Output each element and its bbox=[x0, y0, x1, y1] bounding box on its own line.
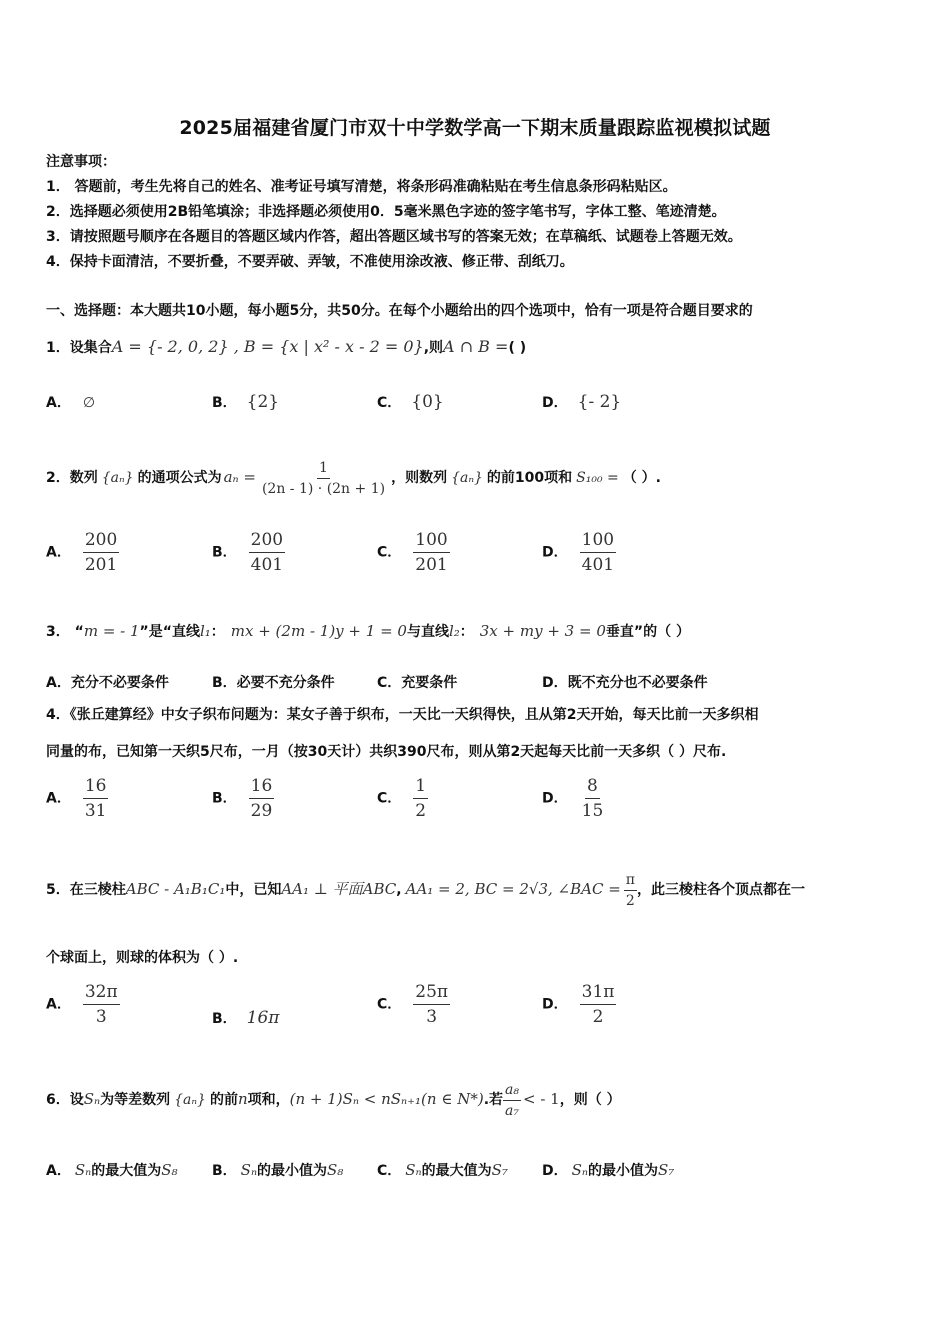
q6-option-a[interactable]: A． Sₙ的最大值为S₈ bbox=[46, 1161, 178, 1179]
q4-option-b[interactable]: B． $\frac{16}{29}$ bbox=[212, 776, 273, 821]
q1-intersection: A ∩ B = bbox=[443, 337, 509, 356]
page-title: 2025届福建省厦门市双十中学数学高一下期末质量跟踪监视模拟试题 bbox=[179, 117, 771, 139]
notice-item-3: 3．请按照题号顺序在各题目的答题区域内作答，超出答题区域书写的答案无效；在草稿纸、试题卷上答题无效。 bbox=[46, 229, 742, 245]
q2-formula: $\frac{1}{(2n - 1) \cdot (2n + 1)}$ bbox=[261, 459, 386, 497]
q5-option-b[interactable]: B． 16π bbox=[212, 1008, 280, 1028]
q5-option-c[interactable]: C． $\frac{25\pi}{3}$ bbox=[377, 982, 449, 1027]
q3-option-c[interactable]: C．充要条件 bbox=[377, 675, 458, 691]
q1-pre: 1．设集合 bbox=[46, 340, 112, 356]
q1-sets: A = {- 2, 0, 2} , B = {x | x² - x - 2 = 0} bbox=[111, 337, 424, 356]
q4-option-d[interactable]: D． $\frac{8}{15}$ bbox=[542, 776, 604, 821]
question-2: 2．数列 {aₙ} 的通项公式为 aₙ = $\frac{1}{(2n - 1) \cdot (2n + 1)}$ ，则数列 {aₙ} 的前100项和 S₁₀₀ = （ ）. bbox=[46, 459, 661, 497]
notice-item-1: 1． 答题前，考生先将自己的姓名、准考证号填写清楚，将条形码准确粘贴在考生信息条形码粘贴区。 bbox=[46, 179, 677, 195]
question-1 bbox=[46, 338, 526, 357]
q3-option-d[interactable]: D．既不充分也不必要条件 bbox=[542, 675, 708, 691]
q6-sn: Sₙ bbox=[83, 1090, 101, 1108]
q6-inequality: (n + 1)Sₙ < nSₙ₊₁(n ∈ N*) bbox=[289, 1090, 484, 1108]
question-4-line-2: 同量的布，已知第一天织5尺布，一月（按30天计）共织390尺布，则从第2天起每天比前一天多织（ ）尺布. bbox=[46, 744, 727, 760]
q6-rhs: < - 1 bbox=[522, 1090, 560, 1108]
q3-condition: m = - 1 bbox=[83, 622, 140, 640]
empty-set: ∅ bbox=[82, 395, 96, 411]
q6-option-d[interactable]: D． Sₙ的最小值为S₇ bbox=[542, 1161, 675, 1179]
q4-option-c[interactable]: C． $\frac{1}{2}$ bbox=[377, 776, 427, 821]
q2-s100: S₁₀₀ = bbox=[576, 470, 619, 486]
question-5-line-2: 个球面上，则球的体积为（ ）. bbox=[46, 950, 239, 966]
q1-mid: ,则 bbox=[423, 340, 444, 356]
q3-eq1: mx + (2m - 1)y + 1 = 0 bbox=[230, 622, 407, 640]
q1-post: ( ) bbox=[508, 340, 527, 356]
q5-perpendicular: AA₁ ⊥ 平面ABC bbox=[281, 880, 397, 898]
q6-ratio: $\frac{\text{a₈}}{\text{a₇}}$ bbox=[505, 1081, 519, 1119]
q1-option-b[interactable]: B． {2} bbox=[212, 392, 280, 412]
q2-option-b[interactable]: B． $\frac{200}{401}$ bbox=[212, 530, 284, 575]
question-3: 3． “m = - 1”是“直线l₁： mx + (2m - 1)y + 1 = 0与直线l₂： 3x + my + 3 = 0垂直”的（ ） bbox=[46, 622, 690, 640]
q1-option-a[interactable]: A． ∅ bbox=[46, 395, 96, 411]
q4-option-a[interactable]: A． $\frac{16}{31}$ bbox=[46, 776, 107, 821]
q3-option-a[interactable]: A．充分不必要条件 bbox=[46, 675, 169, 691]
q1-option-c[interactable]: C． {0} bbox=[377, 392, 444, 412]
question-5: 5．在三棱柱ABC - A₁B₁C₁中，已知AA₁ ⊥ 平面ABC, AA₁ = 2, BC = 2√3, ∠BAC = $\frac{\pi}{2}$ ，此三棱柱各个顶点都在一 bbox=[46, 871, 805, 909]
notice-item-4: 4．保持卡面清洁，不要折叠，不要弄破、弄皱，不准使用涂改液、修正带、刮纸刀。 bbox=[46, 254, 574, 270]
q2-seq-2: {aₙ} bbox=[451, 470, 483, 486]
q5-conditions: AA₁ = 2, BC = 2√3, ∠BAC = bbox=[405, 880, 621, 898]
q1-option-d[interactable]: D． {- 2} bbox=[542, 392, 622, 412]
q5-angle: $\frac{\pi}{2}$ bbox=[625, 871, 635, 909]
q5-option-a[interactable]: A． $\frac{32\pi}{3}$ bbox=[46, 982, 118, 1027]
q3-eq2: 3x + my + 3 = 0 bbox=[479, 622, 606, 640]
question-6: 6．设Sₙ为等差数列 {aₙ} 的前n项和，(n + 1)Sₙ < nSₙ₊₁(n ∈ N*).若 $\frac{\text{a₈}}{\text{a₇}}$ < - 1，则（ ） bbox=[46, 1081, 621, 1119]
q6-n: n bbox=[237, 1090, 248, 1108]
q6-option-c[interactable]: C． Sₙ的最大值为S₇ bbox=[377, 1161, 508, 1179]
q6-seq: {aₙ} bbox=[174, 1092, 206, 1108]
q2-option-a[interactable]: A． $\frac{200}{201}$ bbox=[46, 530, 118, 575]
question-4-line-1: 4．《张丘建算经》中女子织布问题为：某女子善于织布，一天比一天织得快，且从第2天开始，每天比前一天多织相 bbox=[46, 707, 759, 723]
q3-l2: l₂ bbox=[448, 622, 460, 640]
q3-l1: l₁ bbox=[199, 622, 211, 640]
q3-option-b[interactable]: B．必要不充分条件 bbox=[212, 675, 335, 691]
section-heading: 一、选择题：本大题共10小题，每小题5分，共50分。在每个小题给出的四个选项中，恰有一项是符合题目要求的 bbox=[46, 303, 753, 319]
q2-an: aₙ = bbox=[223, 468, 256, 486]
q5-option-d[interactable]: D． $\frac{31\pi}{2}$ bbox=[542, 982, 615, 1027]
notice-heading: 注意事项： bbox=[46, 154, 116, 170]
q6-option-b[interactable]: B． Sₙ的最小值为S₈ bbox=[212, 1161, 344, 1179]
q2-seq: {aₙ} bbox=[101, 470, 134, 486]
q2-option-d[interactable]: D． $\frac{100}{401}$ bbox=[542, 530, 615, 575]
notice-item-2: 2．选择题必须使用2B铅笔填涂；非选择题必须使用0．5毫米黑色字迹的签字笔书写，字体工整、笔迹清楚。 bbox=[46, 204, 726, 220]
q2-option-c[interactable]: C． $\frac{100}{201}$ bbox=[377, 530, 448, 575]
q5-prism: ABC - A₁B₁C₁ bbox=[125, 880, 226, 898]
